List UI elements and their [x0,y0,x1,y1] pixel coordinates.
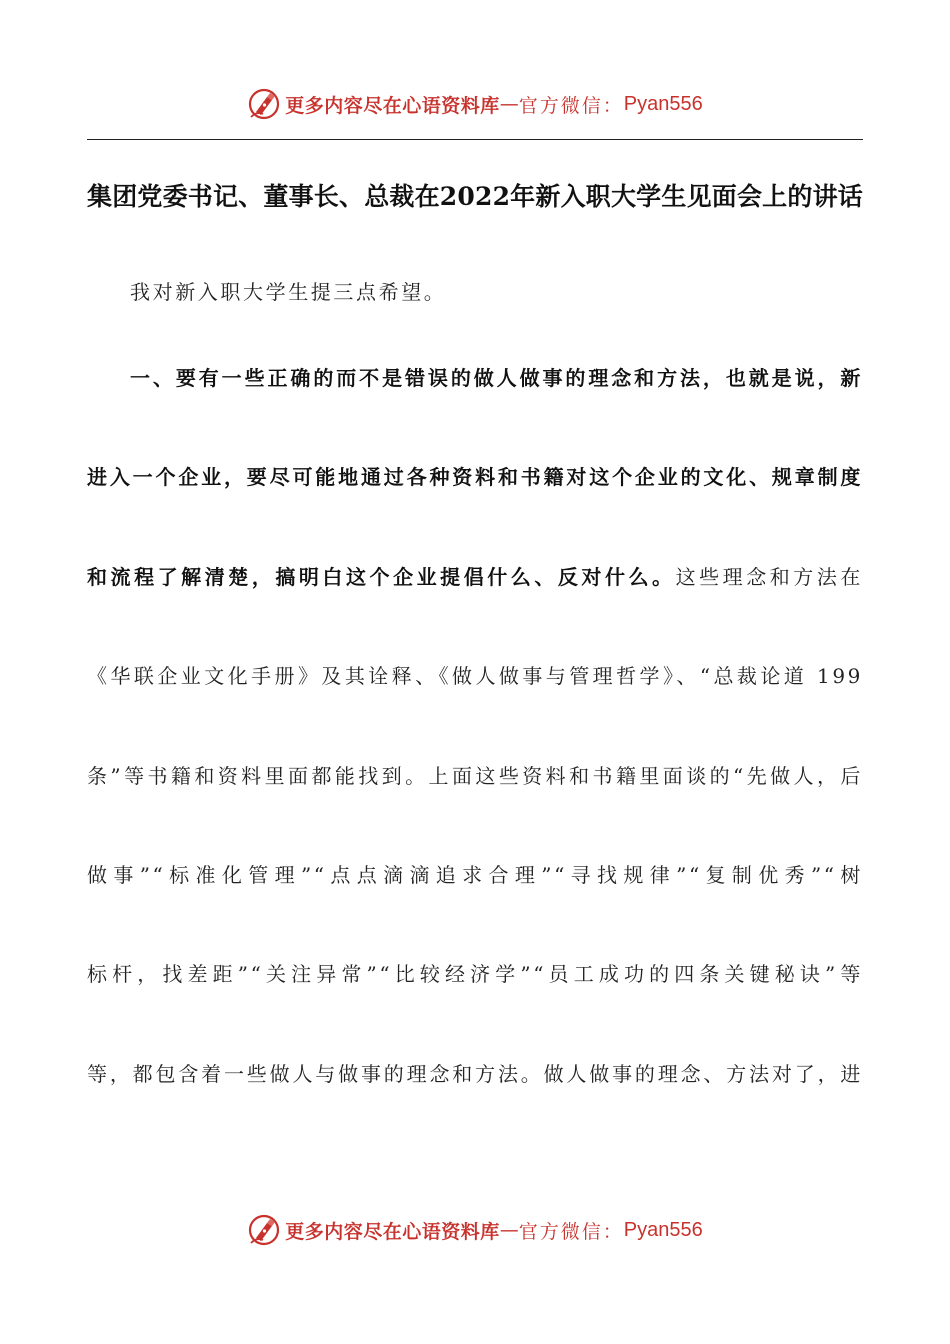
body-line-3 [87,561,863,590]
body-line-2: 进入一个企业，要尽可能地通过各种资料和书籍对这个企业的文化、规章制度 [87,465,863,489]
pen-nib-logo-icon [247,87,281,121]
banner-brand-text: 更多内容尽在心语资料库 [285,94,500,117]
banner-separator: — [499,93,519,115]
footer-brand-text: 更多内容尽在心语资料库 [285,1220,500,1243]
document-title: 集团党委书记、董事长、总裁在2022年新入职大学生见面会上的讲话 [87,182,863,211]
body-line-1: 一、要有一些正确的而不是错误的做人做事的理念和方法，也就是说，新 [130,366,863,390]
header-divider [87,139,863,140]
banner-wechat-id: Pyan556 [623,92,703,115]
footer-wechat-id: Pyan556 [623,1218,703,1241]
banner-wechat-label: 官方微信： [518,94,624,117]
header-banner [0,84,950,124]
intro-paragraph: 我对新入职大学生提三点希望。 [130,280,447,304]
footer-separator: — [499,1219,519,1241]
body-line-8: 等，都包含着一些做人与做事的理念和方法。做人做事的理念、方法对了，进 [87,1062,863,1086]
body-line-5: 条”等书籍和资料里面都能找到。上面这些资料和书籍里面谈的“先做人，后 [87,764,863,788]
footer-banner [0,1210,950,1250]
body-line-4: 《华联企业文化手册》及其诠释、《做人做事与管理哲学》、“总裁论道 199 [87,664,863,688]
body-line-3-bold: 和流程了解清楚，搞明白这个企业提倡什么、反对什么。 [87,565,676,589]
body-line-3-rest: 这些理念和方法在 [675,565,863,589]
footer-wechat-label: 官方微信： [518,1220,624,1243]
body-line-7: 标杆，找差距”“关注异常”“比较经济学”“员工成功的四条关键秘诀”等 [87,962,863,986]
pen-nib-logo-icon [247,1213,281,1247]
body-line-6: 做事”“标准化管理”“点点滴滴追求合理”“寻找规律”“复制优秀”“树 [87,863,863,887]
